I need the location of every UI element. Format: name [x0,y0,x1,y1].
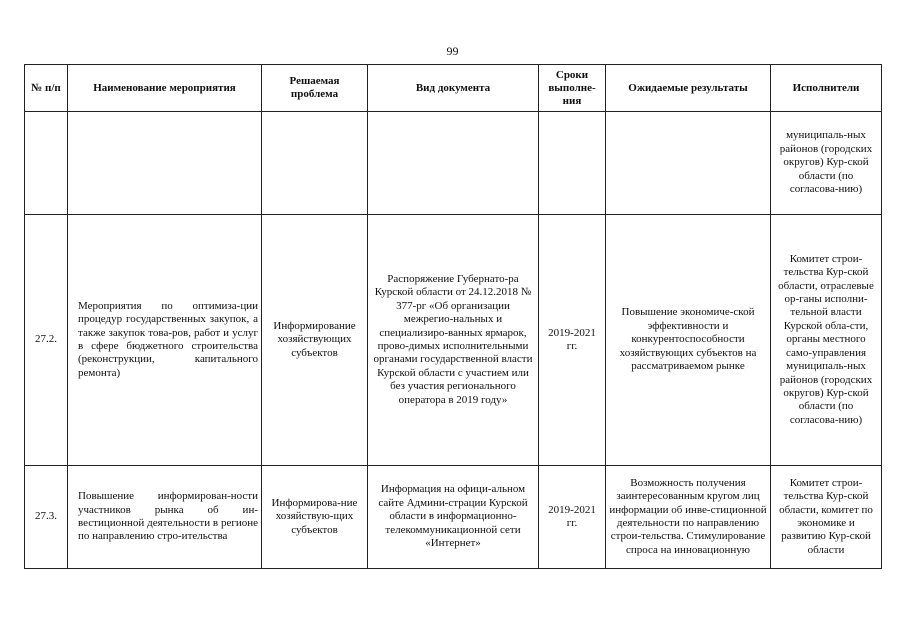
header-deadline: Сроки выполне-ния [539,65,606,112]
cell-num: 27.2. [25,215,68,466]
table-row [25,112,882,215]
header-problem: Решаемая проблема [262,65,368,112]
cell-name [68,112,262,215]
cell-num [25,112,68,215]
cell-results [606,112,771,215]
cell-deadline: 2019-2021 гг. [539,215,606,466]
cell-problem: Информирование хозяйствующих субъектов [262,215,368,466]
header-num: № п/п [25,65,68,112]
cell-problem [262,112,368,215]
table-row [25,466,882,569]
measures-table [24,64,882,569]
header-executors: Исполнители [771,65,882,112]
header-doc-type: Вид документа [368,65,539,112]
cell-doc-type: Информация на офици-альном сайте Админи-страции Курской области в информационно-телекоммуникационной сети «Интернет» [368,466,539,569]
cell-results: Возможность получения заинтересованным кругом лиц информации об инве-стиционной деятельности по направлению строи-тельства. Стимулирование спроса на инновационную [606,466,771,569]
cell-deadline [539,112,606,215]
cell-name: Мероприятия по оптимиза-ции процедур государственных закупок, а также закупок това-ров, работ и услуг в сфере бюджетного строительства (реконструкции, капитального ремонта) [68,215,262,466]
table-header-row [25,65,882,112]
cell-problem: Информирова-ние хозяйствую-щих субъектов [262,466,368,569]
table-row [25,215,882,466]
cell-executors: Комитет строи-тельства Кур-ской области, комитет по экономике и развитию Кур-ской области [771,466,882,569]
page-number: 99 [446,44,459,58]
header-name: Наименование мероприятия [68,65,262,112]
cell-executors: муниципаль-ных районов (городских округов) Кур-ской области (по согласова-нию) [771,112,882,215]
cell-num: 27.3. [25,466,68,569]
header-results: Ожидаемые результаты [606,65,771,112]
cell-results: Повышение экономиче-ской эффективности и конкурентоспособности хозяйствующих субъектов на рассматриваемом рынке [606,215,771,466]
cell-name: Повышение информирован-ности участников рынка об ин-вестиционной деятельности в регионе по направлению стро-ительства [68,466,262,569]
cell-doc-type [368,112,539,215]
cell-executors: Комитет строи-тельства Кур-ской области, отраслевые ор-ганы исполни-тельной власти Курской обла-сти, органы местного само-управления муниципаль-ных районов (городских округов) Кур-ской области (по согласова-нию) [771,215,882,466]
cell-doc-type: Распоряжение Губернато-ра Курской области от 24.12.2018 № 377-рг «Об организации межрегио-нальных и специализиро-ванных ярмарок, прово-димых исполнительными органами государственной власти Курской области с участием или без участия регионального оператора в 2019 году» [368,215,539,466]
cell-deadline: 2019-2021 гг. [539,466,606,569]
